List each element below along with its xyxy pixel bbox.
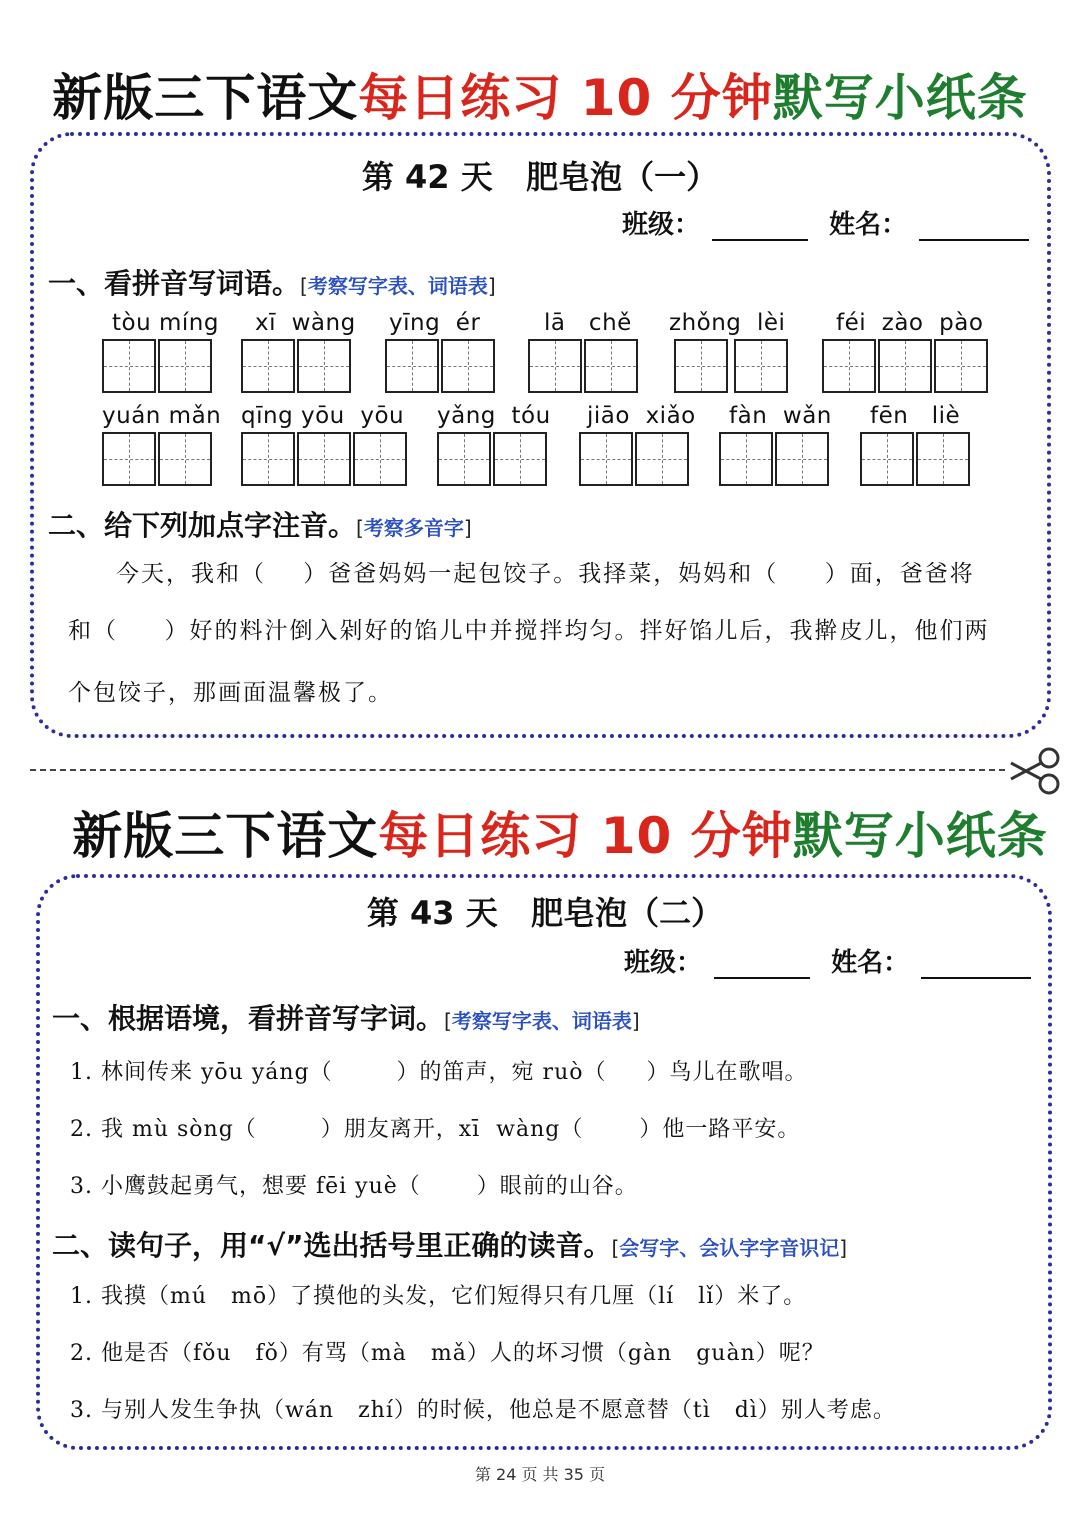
class-label: 班级：: [624, 948, 703, 978]
class-blank[interactable]: [714, 947, 810, 979]
day-title-1: 第 42 天 肥皂泡（一）: [361, 158, 719, 196]
pinyin: féi zào pào: [836, 310, 984, 336]
section-2-heading: [52, 1224, 847, 1264]
section-tag: [考察写字表、词语表]: [300, 274, 496, 298]
section-tag: [考察写字表、词语表]: [444, 1009, 640, 1033]
paragraph-line: 和（ ）好的料汁倒入剁好的馅儿中并搅拌均匀。拌好馅儿后，我擀皮儿，他们两: [68, 618, 990, 644]
header-red: 每日练习 10 分钟: [378, 807, 793, 865]
writing-box[interactable]: [822, 339, 876, 393]
writing-box[interactable]: [297, 339, 351, 393]
writing-box[interactable]: [878, 339, 932, 393]
writing-box[interactable]: [860, 432, 914, 486]
writing-box[interactable]: [493, 432, 547, 486]
writing-box[interactable]: [635, 432, 689, 486]
writing-box[interactable]: [241, 432, 295, 486]
pinyin: tòu míng: [112, 310, 219, 336]
word-item: [528, 307, 640, 393]
word-item: [241, 400, 409, 486]
writing-box[interactable]: [158, 432, 212, 486]
section-tag: [考察多音字]: [356, 516, 472, 540]
writing-box[interactable]: [437, 432, 491, 486]
header-black: 新版三下语文: [72, 807, 379, 865]
question-line: 1. 林间传来 yōu yáng（ ）的笛声，宛 ruò（ ）鸟儿在歌唱。: [70, 1060, 808, 1085]
name-label: 姓名：: [831, 948, 910, 978]
word-item: [241, 307, 356, 393]
scissors-icon: [1005, 746, 1065, 796]
word-item: [822, 307, 990, 393]
section-title: 二、给下列加点字注音。: [48, 509, 357, 542]
question-line: 1. 我摸（mú mō）了摸他的头发，它们短得只有几厘（lí lǐ）米了。: [70, 1284, 807, 1309]
writing-box[interactable]: [102, 432, 156, 486]
section-title: 二、读句子，用“√”选出括号里正确的读音。: [52, 1229, 612, 1262]
writing-box[interactable]: [158, 339, 212, 393]
writing-box[interactable]: [674, 339, 728, 393]
pinyin: yǎng tóu: [437, 403, 551, 429]
writing-box[interactable]: [584, 339, 638, 393]
section-title: 一、根据语境，看拼音写字词。: [52, 1002, 445, 1035]
pinyin: qīng yōu yōu: [241, 403, 405, 429]
pinyin: fàn wǎn: [729, 403, 832, 429]
question-line: 3. 小鹰鼓起勇气，想要 fēi yuè（ ）眼前的山谷。: [70, 1174, 638, 1199]
header-title-1: [0, 58, 1080, 130]
word-item: [437, 400, 551, 486]
word-item: [669, 307, 790, 393]
name-blank[interactable]: [919, 209, 1029, 241]
word-item: [102, 307, 219, 393]
pinyin: yuán mǎn: [102, 403, 222, 429]
word-item: [579, 400, 696, 486]
writing-box[interactable]: [441, 339, 495, 393]
name-label: 姓名：: [829, 210, 908, 240]
class-blank[interactable]: [712, 209, 808, 241]
pinyin: xī wàng: [255, 310, 356, 336]
page-number: 第 24 页 共 35 页: [474, 1465, 606, 1484]
pinyin: yīng ér: [389, 310, 481, 336]
writing-box[interactable]: [385, 339, 439, 393]
pinyin: fēn liè: [870, 403, 961, 429]
pinyin: lā chě: [544, 310, 632, 336]
name-blank[interactable]: [921, 947, 1031, 979]
question-line: 2. 我 mù sòng（ ）朋友离开，xī wàng（ ）他一路平安。: [70, 1117, 801, 1142]
section-1-heading: [48, 262, 496, 302]
writing-box[interactable]: [297, 432, 351, 486]
writing-box[interactable]: [528, 339, 582, 393]
section-1-heading: [52, 997, 640, 1037]
word-item: [102, 400, 221, 486]
class-name-line-2: [624, 942, 1043, 979]
word-item: [719, 400, 832, 486]
word-item: [385, 307, 497, 393]
writing-box[interactable]: [579, 432, 633, 486]
writing-box[interactable]: [241, 339, 295, 393]
writing-box[interactable]: [102, 339, 156, 393]
pinyin: jiāo xiǎo: [587, 403, 696, 429]
cut-line: [30, 769, 1005, 771]
word-item: [860, 400, 972, 486]
pinyin: zhǒng lèi: [669, 310, 786, 336]
section-title: 一、看拼音写词语。: [48, 267, 301, 300]
section-tag: [会写字、会认字字音识记]: [611, 1236, 848, 1260]
header-black: 新版三下语文: [52, 69, 359, 127]
header-green: 默写小纸条: [772, 69, 1028, 127]
header-green: 默写小纸条: [792, 807, 1048, 865]
writing-box[interactable]: [934, 339, 988, 393]
writing-box[interactable]: [719, 432, 773, 486]
question-line: 2. 他是否（fǒu fǒ）有骂（mà mǎ）人的坏习惯（gàn guàn）呢？: [70, 1341, 825, 1366]
writing-box[interactable]: [734, 339, 788, 393]
class-label: 班级：: [622, 210, 701, 240]
writing-box[interactable]: [916, 432, 970, 486]
writing-box[interactable]: [353, 432, 407, 486]
writing-box[interactable]: [775, 432, 829, 486]
day-title-2: 第 43 天 肥皂泡（二）: [366, 894, 724, 932]
header-red: 每日练习 10 分钟: [358, 69, 773, 127]
header-title-2: [0, 796, 1080, 868]
paragraph-line: 今天，我和（ ）爸爸妈妈一起包饺子。我择菜，妈妈和（ ）面，爸爸将: [116, 561, 975, 587]
section-2-heading: [48, 504, 472, 544]
question-line: 3. 与别人发生争执（wán zhí）的时候，他总是不愿意替（tì dì）别人考虑。: [70, 1398, 896, 1423]
paragraph-line: 个包饺子，那画面温馨极了。: [68, 680, 393, 706]
class-name-line-1: [622, 204, 1041, 241]
